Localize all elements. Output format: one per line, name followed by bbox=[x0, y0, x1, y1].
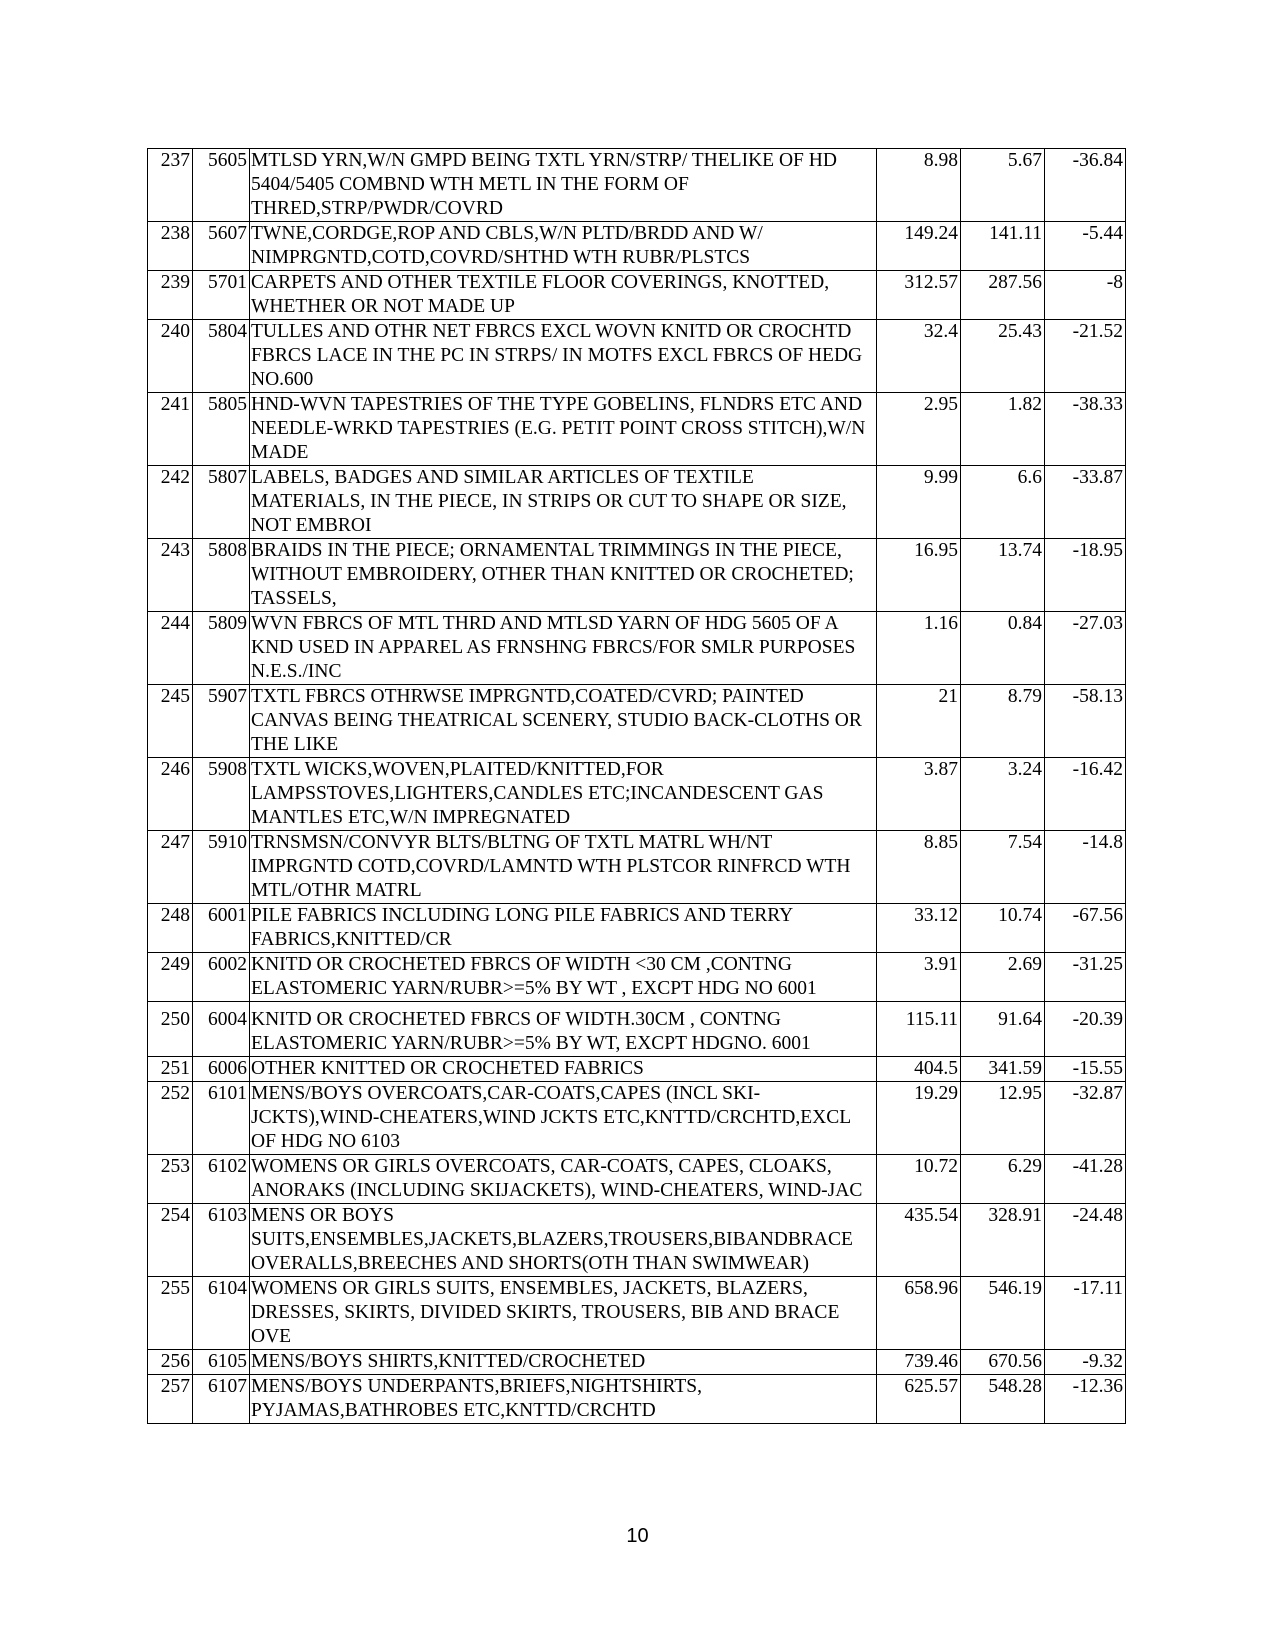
serial-number-cell: 247 bbox=[148, 831, 193, 904]
page-number: 10 bbox=[626, 1525, 649, 1547]
value-2-cell: 141.11 bbox=[961, 222, 1045, 271]
change-percent-cell: -33.87 bbox=[1045, 466, 1126, 539]
table-row bbox=[148, 149, 1126, 222]
serial-number-cell: 244 bbox=[148, 612, 193, 685]
value-1-cell: 3.91 bbox=[877, 953, 961, 1002]
value-1-cell: 625.57 bbox=[877, 1375, 961, 1424]
hs-code-cell: 6004 bbox=[193, 1002, 250, 1057]
description-cell: TXTL WICKS,WOVEN,PLAITED/KNITTED,FOR LAMPSSTOVES,LIGHTERS,CANDLES ETC;INCANDESCENT GAS MANTLES ETC,W/N IMPREGNATED bbox=[250, 758, 877, 831]
change-percent-cell: -18.95 bbox=[1045, 539, 1126, 612]
change-percent-cell: -5.44 bbox=[1045, 222, 1126, 271]
description-cell: MENS/BOYS OVERCOATS,CAR-COATS,CAPES (INCL SKI-JCKTS),WIND-CHEATERS,WIND JCKTS ETC,KNTTD/CRCHTD,EXCL OF HDG NO 6103 bbox=[250, 1082, 877, 1155]
description-cell: HND-WVN TAPESTRIES OF THE TYPE GOBELINS, FLNDRS ETC AND NEEDLE-WRKD TAPESTRIES (E.G. PETIT POINT CROSS STITCH),W/N MADE bbox=[250, 393, 877, 466]
serial-number-cell: 242 bbox=[148, 466, 193, 539]
value-1-cell: 10.72 bbox=[877, 1155, 961, 1204]
table-row bbox=[148, 1204, 1126, 1277]
value-1-cell: 312.57 bbox=[877, 271, 961, 320]
serial-number-cell: 250 bbox=[148, 1002, 193, 1057]
hs-code-cell: 5804 bbox=[193, 320, 250, 393]
value-1-cell: 115.11 bbox=[877, 1002, 961, 1057]
hs-code-cell: 6103 bbox=[193, 1204, 250, 1277]
value-2-cell: 5.67 bbox=[961, 149, 1045, 222]
table-row bbox=[148, 758, 1126, 831]
table-row bbox=[148, 1375, 1126, 1424]
change-percent-cell: -8 bbox=[1045, 271, 1126, 320]
value-1-cell: 8.85 bbox=[877, 831, 961, 904]
value-1-cell: 739.46 bbox=[877, 1350, 961, 1375]
table-row bbox=[148, 393, 1126, 466]
serial-number-cell: 245 bbox=[148, 685, 193, 758]
hs-code-cell: 6002 bbox=[193, 953, 250, 1002]
description-cell: WOMENS OR GIRLS OVERCOATS, CAR-COATS, CAPES, CLOAKS, ANORAKS (INCLUDING SKIJACKETS), WIND-CHEATERS, WIND-JAC bbox=[250, 1155, 877, 1204]
value-1-cell: 3.87 bbox=[877, 758, 961, 831]
value-2-cell: 2.69 bbox=[961, 953, 1045, 1002]
change-percent-cell: -32.87 bbox=[1045, 1082, 1126, 1155]
serial-number-cell: 249 bbox=[148, 953, 193, 1002]
value-2-cell: 25.43 bbox=[961, 320, 1045, 393]
value-1-cell: 9.99 bbox=[877, 466, 961, 539]
table-body bbox=[148, 149, 1126, 1424]
table-row bbox=[148, 904, 1126, 953]
table-row bbox=[148, 685, 1126, 758]
commodity-table bbox=[147, 148, 1126, 1424]
description-cell: WVN FBRCS OF MTL THRD AND MTLSD YARN OF HDG 5605 OF A KND USED IN APPAREL AS FRNSHNG FBRCS/FOR SMLR PURPOSES N.E.S./INC bbox=[250, 612, 877, 685]
serial-number-cell: 238 bbox=[148, 222, 193, 271]
value-1-cell: 435.54 bbox=[877, 1204, 961, 1277]
table-row bbox=[148, 1057, 1126, 1082]
serial-number-cell: 248 bbox=[148, 904, 193, 953]
value-2-cell: 546.19 bbox=[961, 1277, 1045, 1350]
value-2-cell: 10.74 bbox=[961, 904, 1045, 953]
description-cell: MTLSD YRN,W/N GMPD BEING TXTL YRN/STRP/ THELIKE OF HD 5404/5405 COMBND WTH METL IN THE FORM OF THRED,STRP/PWDR/COVRD bbox=[250, 149, 877, 222]
hs-code-cell: 6104 bbox=[193, 1277, 250, 1350]
value-1-cell: 21 bbox=[877, 685, 961, 758]
serial-number-cell: 257 bbox=[148, 1375, 193, 1424]
description-cell: MENS/BOYS UNDERPANTS,BRIEFS,NIGHTSHIRTS, PYJAMAS,BATHROBES ETC,KNTTD/CRCHTD bbox=[250, 1375, 877, 1424]
value-2-cell: 341.59 bbox=[961, 1057, 1045, 1082]
value-1-cell: 1.16 bbox=[877, 612, 961, 685]
hs-code-cell: 5701 bbox=[193, 271, 250, 320]
value-1-cell: 19.29 bbox=[877, 1082, 961, 1155]
serial-number-cell: 237 bbox=[148, 149, 193, 222]
hs-code-cell: 6102 bbox=[193, 1155, 250, 1204]
change-percent-cell: -58.13 bbox=[1045, 685, 1126, 758]
description-cell: PILE FABRICS INCLUDING LONG PILE FABRICS AND TERRY FABRICS,KNITTED/CR bbox=[250, 904, 877, 953]
value-2-cell: 548.28 bbox=[961, 1375, 1045, 1424]
table-row bbox=[148, 539, 1126, 612]
hs-code-cell: 5605 bbox=[193, 149, 250, 222]
change-percent-cell: -16.42 bbox=[1045, 758, 1126, 831]
serial-number-cell: 251 bbox=[148, 1057, 193, 1082]
value-2-cell: 12.95 bbox=[961, 1082, 1045, 1155]
value-2-cell: 91.64 bbox=[961, 1002, 1045, 1057]
description-cell: WOMENS OR GIRLS SUITS, ENSEMBLES, JACKETS, BLAZERS, DRESSES, SKIRTS, DIVIDED SKIRTS, TROUSERS, BIB AND BRACE OVE bbox=[250, 1277, 877, 1350]
serial-number-cell: 255 bbox=[148, 1277, 193, 1350]
description-cell: MENS/BOYS SHIRTS,KNITTED/CROCHETED bbox=[250, 1350, 877, 1375]
hs-code-cell: 6105 bbox=[193, 1350, 250, 1375]
value-2-cell: 6.6 bbox=[961, 466, 1045, 539]
description-cell: MENS OR BOYS SUITS,ENSEMBLES,JACKETS,BLAZERS,TROUSERS,BIBANDBRACE OVERALLS,BREECHES AND SHORTS(OTH THAN SWIMWEAR) bbox=[250, 1204, 877, 1277]
change-percent-cell: -41.28 bbox=[1045, 1155, 1126, 1204]
hs-code-cell: 6001 bbox=[193, 904, 250, 953]
serial-number-cell: 252 bbox=[148, 1082, 193, 1155]
description-cell: TWNE,CORDGE,ROP AND CBLS,W/N PLTD/BRDD AND W/ NIMPRGNTD,COTD,COVRD/SHTHD WTH RUBR/PLSTCS bbox=[250, 222, 877, 271]
table-row bbox=[148, 222, 1126, 271]
hs-code-cell: 5805 bbox=[193, 393, 250, 466]
table-row bbox=[148, 1002, 1126, 1057]
hs-code-cell: 5607 bbox=[193, 222, 250, 271]
value-2-cell: 13.74 bbox=[961, 539, 1045, 612]
serial-number-cell: 256 bbox=[148, 1350, 193, 1375]
change-percent-cell: -20.39 bbox=[1045, 1002, 1126, 1057]
hs-code-cell: 6006 bbox=[193, 1057, 250, 1082]
value-2-cell: 8.79 bbox=[961, 685, 1045, 758]
description-cell: KNITD OR CROCHETED FBRCS OF WIDTH.30CM , CONTNG ELASTOMERIC YARN/RUBR>=5% BY WT, EXCPT HDGNO. 6001 bbox=[250, 1002, 877, 1057]
table-row bbox=[148, 953, 1126, 1002]
change-percent-cell: -12.36 bbox=[1045, 1375, 1126, 1424]
description-cell: TULLES AND OTHR NET FBRCS EXCL WOVN KNITD OR CROCHTD FBRCS LACE IN THE PC IN STRPS/ IN MOTFS EXCL FBRCS OF HEDG NO.600 bbox=[250, 320, 877, 393]
description-cell: TXTL FBRCS OTHRWSE IMPRGNTD,COATED/CVRD; PAINTED CANVAS BEING THEATRICAL SCENERY, STUDIO BACK-CLOTHS OR THE LIKE bbox=[250, 685, 877, 758]
description-cell: BRAIDS IN THE PIECE; ORNAMENTAL TRIMMINGS IN THE PIECE, WITHOUT EMBROIDERY, OTHER THAN KNITTED OR CROCHETED; TASSELS, bbox=[250, 539, 877, 612]
change-percent-cell: -17.11 bbox=[1045, 1277, 1126, 1350]
value-2-cell: 3.24 bbox=[961, 758, 1045, 831]
description-cell: KNITD OR CROCHETED FBRCS OF WIDTH <30 CM ,CONTNG ELASTOMERIC YARN/RUBR>=5% BY WT , EXCPT HDG NO 6001 bbox=[250, 953, 877, 1002]
change-percent-cell: -15.55 bbox=[1045, 1057, 1126, 1082]
change-percent-cell: -24.48 bbox=[1045, 1204, 1126, 1277]
value-2-cell: 7.54 bbox=[961, 831, 1045, 904]
value-1-cell: 16.95 bbox=[877, 539, 961, 612]
hs-code-cell: 5808 bbox=[193, 539, 250, 612]
table-row bbox=[148, 831, 1126, 904]
hs-code-cell: 5809 bbox=[193, 612, 250, 685]
value-2-cell: 6.29 bbox=[961, 1155, 1045, 1204]
value-1-cell: 149.24 bbox=[877, 222, 961, 271]
serial-number-cell: 253 bbox=[148, 1155, 193, 1204]
value-1-cell: 8.98 bbox=[877, 149, 961, 222]
serial-number-cell: 254 bbox=[148, 1204, 193, 1277]
description-cell: OTHER KNITTED OR CROCHETED FABRICS bbox=[250, 1057, 877, 1082]
value-2-cell: 670.56 bbox=[961, 1350, 1045, 1375]
table-row bbox=[148, 1277, 1126, 1350]
change-percent-cell: -14.8 bbox=[1045, 831, 1126, 904]
value-1-cell: 2.95 bbox=[877, 393, 961, 466]
description-cell: LABELS, BADGES AND SIMILAR ARTICLES OF TEXTILE MATERIALS, IN THE PIECE, IN STRIPS OR CUT TO SHAPE OR SIZE, NOT EMBROI bbox=[250, 466, 877, 539]
hs-code-cell: 5807 bbox=[193, 466, 250, 539]
change-percent-cell: -36.84 bbox=[1045, 149, 1126, 222]
hs-code-cell: 5907 bbox=[193, 685, 250, 758]
description-cell: CARPETS AND OTHER TEXTILE FLOOR COVERINGS, KNOTTED, WHETHER OR NOT MADE UP bbox=[250, 271, 877, 320]
change-percent-cell: -67.56 bbox=[1045, 904, 1126, 953]
serial-number-cell: 243 bbox=[148, 539, 193, 612]
table-row bbox=[148, 271, 1126, 320]
value-2-cell: 287.56 bbox=[961, 271, 1045, 320]
description-cell: TRNSMSN/CONVYR BLTS/BLTNG OF TXTL MATRL WH/NT IMPRGNTD COTD,COVRD/LAMNTD WTH PLSTCOR RINFRCD WTH MTL/OTHR MATRL bbox=[250, 831, 877, 904]
value-1-cell: 658.96 bbox=[877, 1277, 961, 1350]
change-percent-cell: -27.03 bbox=[1045, 612, 1126, 685]
serial-number-cell: 239 bbox=[148, 271, 193, 320]
value-2-cell: 0.84 bbox=[961, 612, 1045, 685]
table-row bbox=[148, 320, 1126, 393]
serial-number-cell: 240 bbox=[148, 320, 193, 393]
table-row bbox=[148, 1350, 1126, 1375]
change-percent-cell: -9.32 bbox=[1045, 1350, 1126, 1375]
table-row bbox=[148, 1155, 1126, 1204]
table-row bbox=[148, 466, 1126, 539]
value-2-cell: 328.91 bbox=[961, 1204, 1045, 1277]
table-row bbox=[148, 612, 1126, 685]
table-row bbox=[148, 1082, 1126, 1155]
value-2-cell: 1.82 bbox=[961, 393, 1045, 466]
serial-number-cell: 241 bbox=[148, 393, 193, 466]
serial-number-cell: 246 bbox=[148, 758, 193, 831]
hs-code-cell: 5908 bbox=[193, 758, 250, 831]
hs-code-cell: 5910 bbox=[193, 831, 250, 904]
hs-code-cell: 6101 bbox=[193, 1082, 250, 1155]
hs-code-cell: 6107 bbox=[193, 1375, 250, 1424]
value-1-cell: 33.12 bbox=[877, 904, 961, 953]
change-percent-cell: -31.25 bbox=[1045, 953, 1126, 1002]
value-1-cell: 404.5 bbox=[877, 1057, 961, 1082]
change-percent-cell: -21.52 bbox=[1045, 320, 1126, 393]
value-1-cell: 32.4 bbox=[877, 320, 961, 393]
change-percent-cell: -38.33 bbox=[1045, 393, 1126, 466]
